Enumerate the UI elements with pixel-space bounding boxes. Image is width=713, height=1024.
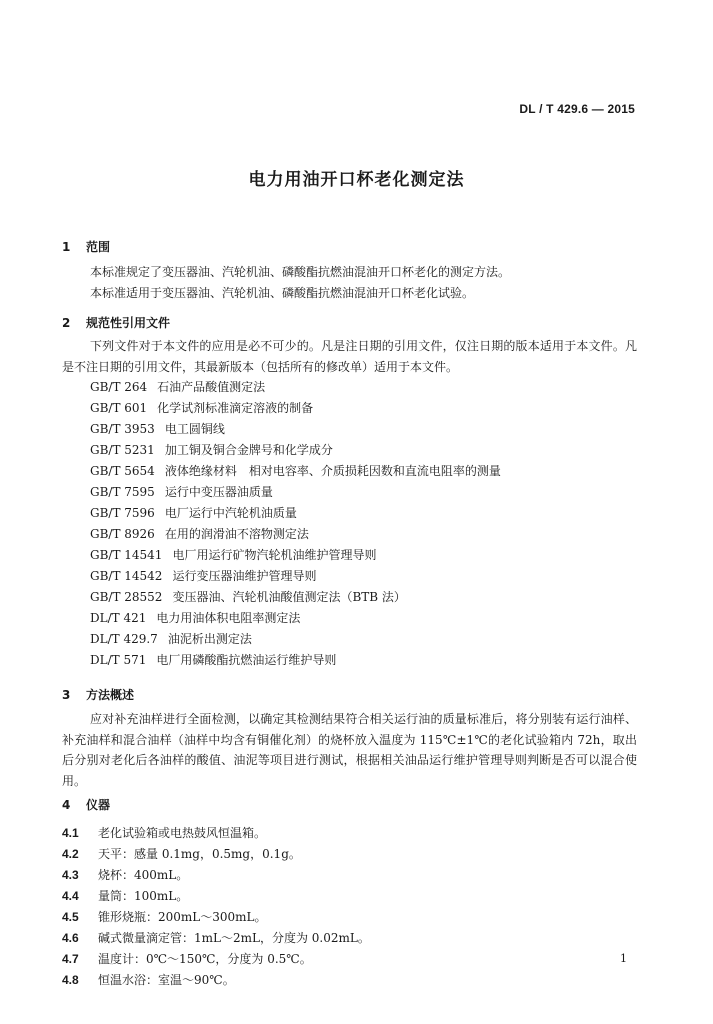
document-title: 电力用油开口杯老化测定法 (248, 170, 465, 190)
reference-name: 运行变压器油维护管理导则 (172, 569, 317, 583)
section-number: 2 (62, 316, 71, 330)
item-number: 4.7 (62, 952, 79, 966)
reference-code: GB/T 601 (90, 401, 148, 415)
section-title: 规范性引用文件 (86, 316, 171, 330)
section-title: 仪器 (86, 798, 111, 812)
reference-code: GB/T 5231 (90, 443, 155, 457)
reference-name: 油泥析出测定法 (167, 632, 252, 646)
item-text: 锥形烧瓶：200mL～300mL。 (98, 910, 267, 924)
apparatus-item (62, 929, 370, 946)
section-title: 方法概述 (86, 688, 135, 702)
reference-item (90, 525, 309, 542)
reference-name: 电厂用磷酸酯抗燃油运行维护导则 (156, 653, 337, 667)
reference-code: GB/T 14541 (90, 548, 163, 562)
apparatus-item (62, 908, 267, 925)
section-number: 3 (62, 688, 71, 702)
reference-item (90, 504, 297, 521)
reference-name: 电工圆铜线 (164, 422, 225, 436)
item-text: 恒温水浴：室温～90℃。 (98, 973, 235, 987)
section-4-heading (62, 796, 110, 813)
reference-code: DL/T 421 (90, 611, 147, 625)
reference-name: 变压器油、汽轮机油酸值测定法（BTB 法） (172, 590, 406, 604)
section-number: 1 (62, 240, 71, 254)
reference-name: 加工铜及铜合金牌号和化学成分 (164, 443, 333, 457)
reference-code: GB/T 28552 (90, 590, 163, 604)
reference-code: GB/T 14542 (90, 569, 163, 583)
reference-item (90, 399, 313, 416)
reference-item (90, 651, 336, 668)
page-number: 1 (620, 952, 627, 965)
reference-name: 运行中变压器油质量 (164, 485, 273, 499)
item-number: 4.2 (62, 847, 79, 861)
item-number: 4.5 (62, 910, 79, 924)
reference-name: 电力用油体积电阻率测定法 (156, 611, 301, 625)
reference-item (90, 441, 333, 458)
method-summary-paragraph: 应对补充油样进行全面检测，以确定其检测结果符合相关运行油的质量标准后，将分别装有运行油样、补充油样和混合油样（油样中均含有铜催化剂）的烧杯放入温度为 115℃±1℃的老化试验箱内 72h，取出后分别对老化后各油样的酸值、油泥等项目进行测试，根据相关油品运行维护管理导则判断是否可以混合使用。 (62, 712, 637, 788)
section-title: 范围 (86, 240, 111, 254)
reference-item (90, 420, 225, 437)
reference-code: DL/T 571 (90, 653, 147, 667)
section-2-heading (62, 314, 170, 331)
reference-code: GB/T 7596 (90, 506, 155, 520)
item-number: 4.3 (62, 868, 79, 882)
document-code: DL / T 429.6 — 2015 (519, 102, 635, 116)
reference-item (90, 462, 501, 479)
reference-item (90, 483, 273, 500)
apparatus-item (62, 866, 188, 883)
reference-code: GB/T 7595 (90, 485, 155, 499)
item-number: 4.6 (62, 931, 79, 945)
reference-code: GB/T 264 (90, 380, 148, 394)
apparatus-item (62, 887, 188, 904)
reference-name: 电厂运行中汽轮机油质量 (164, 506, 297, 520)
reference-code: GB/T 5654 (90, 464, 155, 478)
section-1-heading (62, 238, 110, 255)
apparatus-item (62, 971, 235, 988)
item-number: 4.8 (62, 973, 79, 987)
reference-name: 在用的润滑油不溶物测定法 (164, 527, 309, 541)
scope-paragraph: 本标准适用于变压器油、汽轮机油、磷酸酯抗燃油混油开口杯老化试验。 (90, 286, 475, 300)
apparatus-item (62, 824, 266, 841)
item-text: 碱式微量滴定管：1mL～2mL，分度为 0.02mL。 (98, 931, 370, 945)
item-text: 量筒：100mL。 (98, 889, 189, 903)
section-number: 4 (62, 798, 71, 812)
reference-name: 电厂用运行矿物汽轮机油维护管理导则 (172, 548, 377, 562)
reference-name: 石油产品酸值测定法 (157, 380, 266, 394)
item-text: 烧杯：400mL。 (98, 868, 189, 882)
reference-item (90, 630, 252, 647)
reference-name: 化学试剂标准滴定溶液的制备 (157, 401, 314, 415)
reference-item (90, 378, 265, 395)
item-number: 4.1 (62, 826, 79, 840)
item-text: 温度计：0℃～150℃，分度为 0.5℃。 (98, 952, 312, 966)
reference-name: 液体绝缘材料 相对电容率、介质损耗因数和直流电阻率的测量 (164, 464, 501, 478)
section-3-heading (62, 686, 134, 703)
reference-code: GB/T 3953 (90, 422, 155, 436)
apparatus-item (62, 845, 301, 862)
reference-code: DL/T 429.7 (90, 632, 158, 646)
item-text: 天平：感量 0.1mg，0.5mg，0.1g。 (98, 847, 301, 861)
reference-item (90, 588, 406, 605)
reference-item (90, 609, 300, 626)
scope-paragraph: 本标准规定了变压器油、汽轮机油、磷酸酯抗燃油混油开口杯老化的测定方法。 (90, 265, 511, 279)
normative-references-intro: 下列文件对于本文件的应用是必不可少的。凡是注日期的引用文件，仅注日期的版本适用于本文件。凡是不注日期的引用文件，其最新版本（包括所有的修改单）适用于本文件。 (62, 339, 637, 374)
item-number: 4.4 (62, 889, 79, 903)
apparatus-item (62, 950, 312, 967)
reference-item (90, 567, 316, 584)
item-text: 老化试验箱或电热鼓风恒温箱。 (98, 826, 267, 840)
reference-code: GB/T 8926 (90, 527, 155, 541)
reference-item (90, 546, 376, 563)
